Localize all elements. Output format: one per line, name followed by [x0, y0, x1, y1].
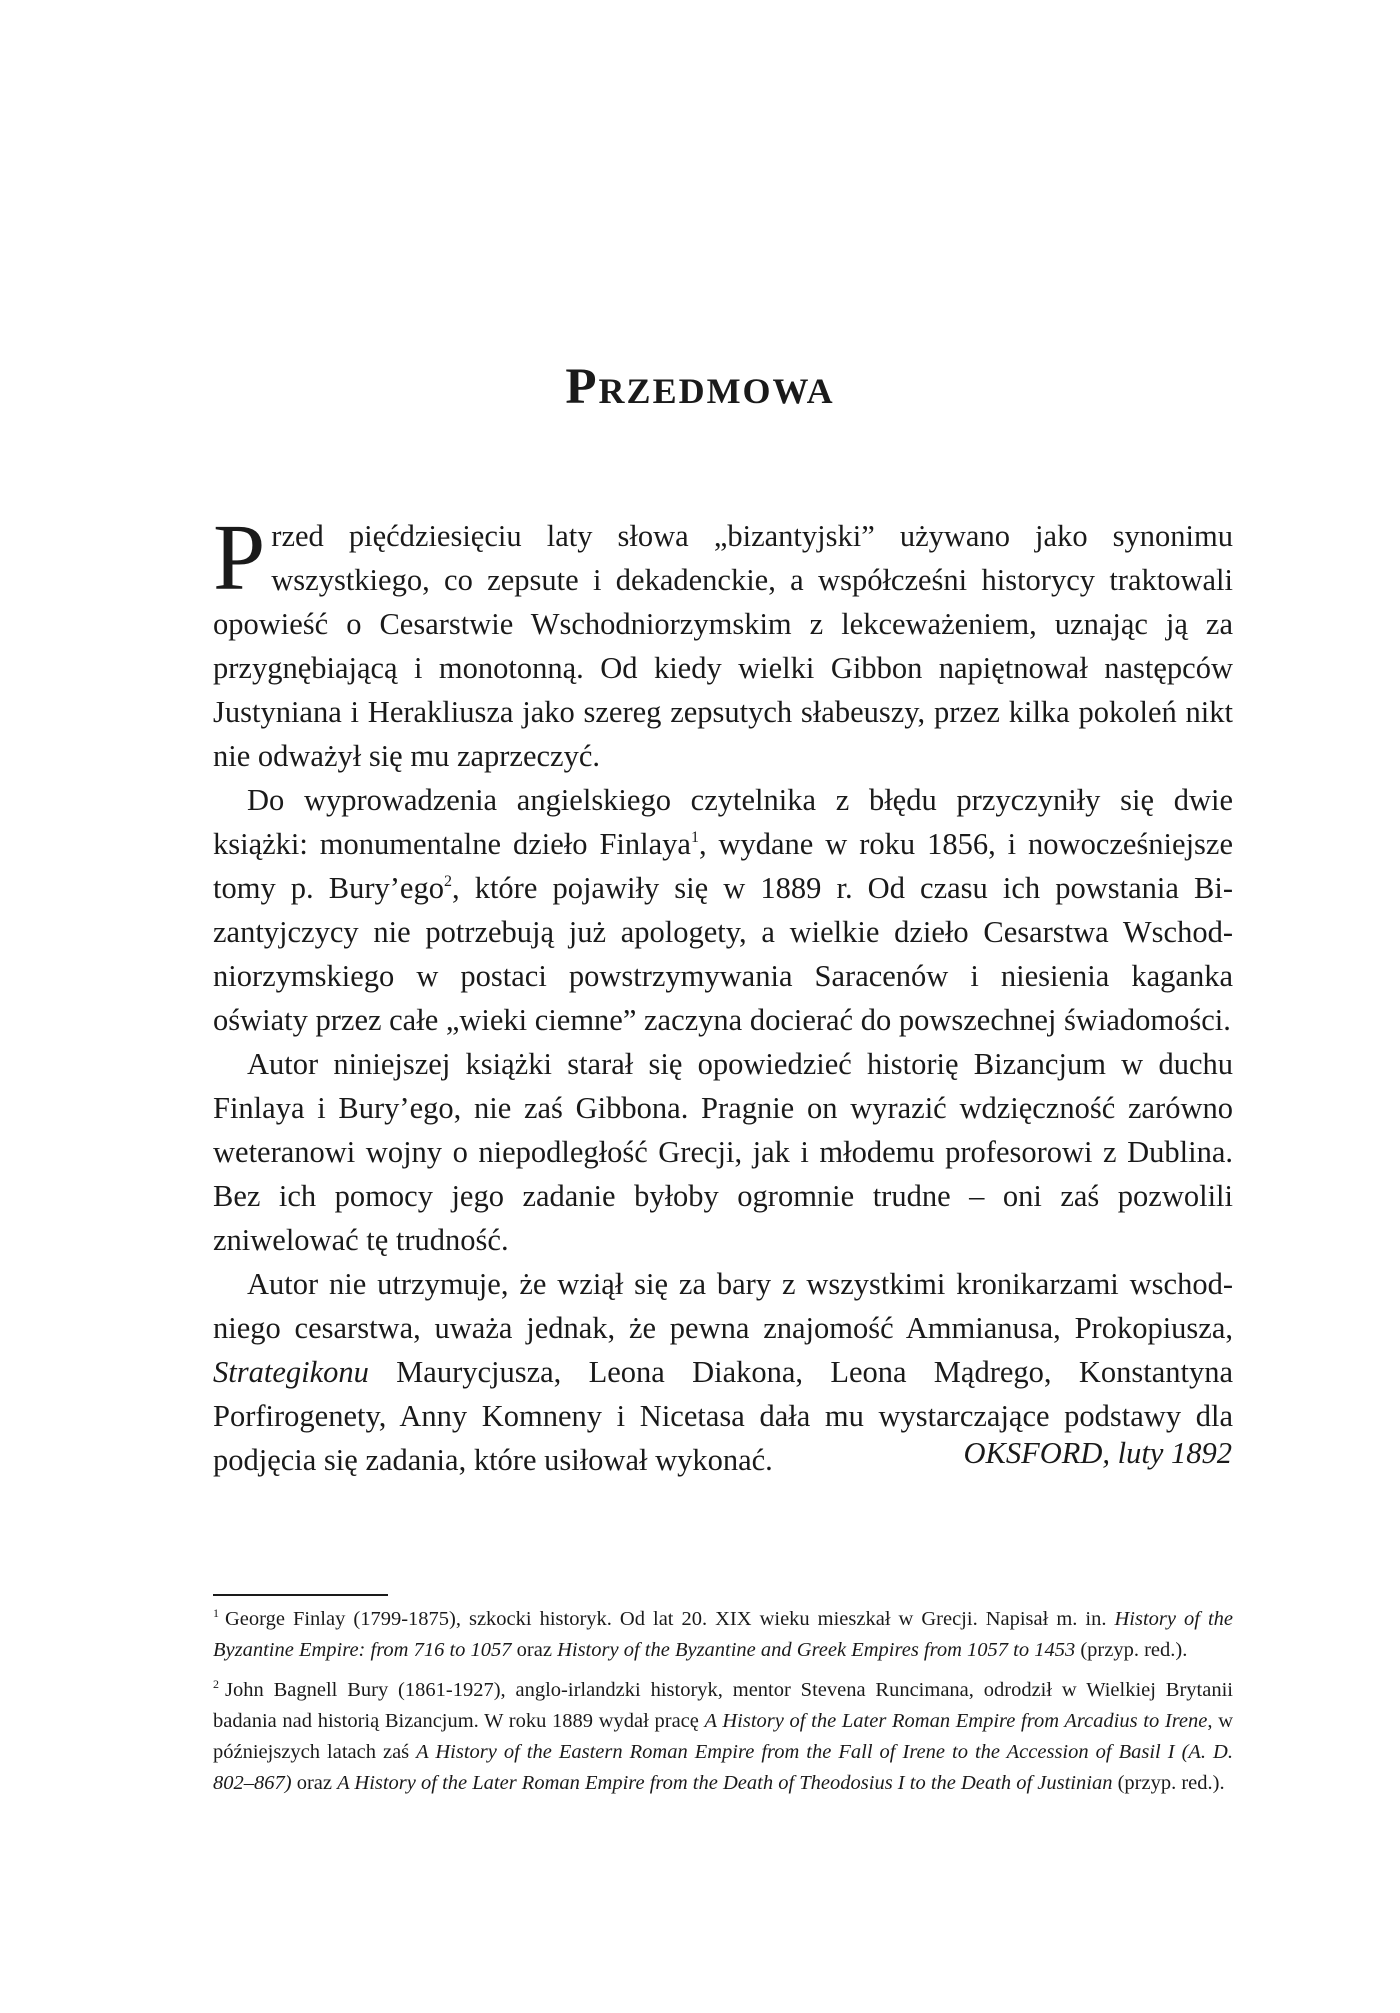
paragraph-2 — [213, 778, 1233, 1042]
paragraph-4-text-a: Autor nie utrzymuje, że wziął się za bary z wszystkimi kronikarzami wschodniego cesarstwa, uważa jednak, że pewna znajomość Ammianusa, Prokopiusza, — [213, 1267, 1233, 1345]
footnotes — [213, 1604, 1233, 1808]
paragraph-1-text: rzed pięćdziesięciu laty słowa „bizantyjski” używano jako synonimu wszystkiego, co zepsute i dekadenckie, a współcześni historycy traktowali opowieść o Cesarstwie Wschodniorzymskim z lekceważeniem, uznając ją za przygnębiającą i monotonną. Od kiedy wielki Gibbon napiętnował następców Justyniana i Herakliusza jako szereg zepsutych słabeuszy, przez kilka pokoleń nikt nie odważył się mu zaprzeczyć. — [213, 519, 1233, 773]
footnote-1-italic-2: History of the Byzantine and Greek Empires from 1057 to 1453 — [557, 1639, 1076, 1661]
footnote-1-italic-1: History of the Byzantine Empire: from 716 to 1057 — [213, 1608, 1233, 1661]
footnote-2-text-b: , w późniejszych latach zaś — [213, 1710, 1234, 1763]
signature-place-date: OKSFORD, luty 1892 — [963, 1436, 1232, 1470]
footnote-2 — [213, 1675, 1233, 1799]
footnote-divider — [213, 1594, 388, 1596]
paragraph-2-text-b: , wydane w roku 1856, i nowocześniejsze tomy p. Bury’ego — [213, 827, 1233, 905]
paragraph-4-text-b: Maurycjusza, Leona Diakona, Leona Mądrego, Konstantyna Porfirogenety, Anny Komneny i Nicetasa dała mu wystarczające podstawy dla podjęcia się zadania, które usiłował wykonać. — [213, 1355, 1233, 1477]
book-title-strategikon: Strategikonu — [213, 1355, 369, 1389]
chapter-title: Przedmowa — [565, 359, 835, 415]
footnote-1-text-c: (przyp. red.). — [1075, 1639, 1188, 1661]
footnote-1-text-b: oraz — [511, 1639, 558, 1661]
paragraph-1 — [213, 506, 1233, 778]
footnote-2-text-a: John Bagnell Bury (1861-1927), anglo-irlandzki historyk, mentor Stevena Runcimana, odrodził w Wielkiej Brytanii badania nad historią Bizancjum. W roku 1889 wydał pracę — [213, 1679, 1233, 1732]
footnote-2-number: 2 — [213, 1677, 219, 1691]
drop-cap: P — [213, 506, 266, 610]
footnote-ref-1: 1 — [690, 829, 699, 846]
footnote-2-text-c: oraz — [291, 1772, 338, 1794]
footnote-1-text-a: George Finlay (1799-1875), szkocki historyk. Od lat 20. XIX wieku mieszkał w Grecji. Napisał m. in. — [225, 1608, 1115, 1630]
main-text — [213, 506, 1233, 1482]
footnote-1 — [213, 1604, 1233, 1666]
paragraph-3: Autor niniejszej książki starał się opowiedzieć historię Bizancjum w duchu Finlaya i Bury’ego, nie zaś Gibbona. Pragnie on wyrazić wdzięczność zarówno weteranowi wojny o niepodległość Grecji, jak i młodemu profesorowi z Dublina. Bez ich pomocy jego zadanie byłoby ogromnie trudne – oni zaś pozwolili zniwelować tę trudność. — [213, 1047, 1233, 1257]
footnote-2-italic-2: A History of the Eastern Roman Empire from the Fall of Irene to the Accession of Basil I (A. D. 802–867) — [213, 1741, 1233, 1794]
footnote-2-text-d: (przyp. red.). — [1112, 1772, 1225, 1794]
paragraph-2-text-c: , które pojawiły się w 1889 r. Od czasu ich powstania Bizantyjczycy nie potrzebują już apologety, a wielkie dzieło Cesarstwa Wschodniorzymskiego w postaci powstrzymywania Saracenów i niesienia kaganka oświaty przez całe „wieki ciemne” zaczyna docierać do powszechnej świadomości. — [213, 871, 1233, 1037]
footnote-2-italic-1: A History of the Later Roman Empire from Arcadius to Irene — [704, 1710, 1208, 1732]
footnote-1-number: 1 — [213, 1606, 219, 1620]
paragraph-2-text-a: Do wyprowadzenia angielskiego czytelnika z błędu przyczyniły się dwie książki: monumentalne dzieło Finlaya — [213, 783, 1233, 861]
footnote-ref-2: 2 — [443, 873, 452, 890]
footnote-2-italic-3: A History of the Later Roman Empire from the Death of Theodosius I to the Death of Justinian — [337, 1772, 1113, 1794]
